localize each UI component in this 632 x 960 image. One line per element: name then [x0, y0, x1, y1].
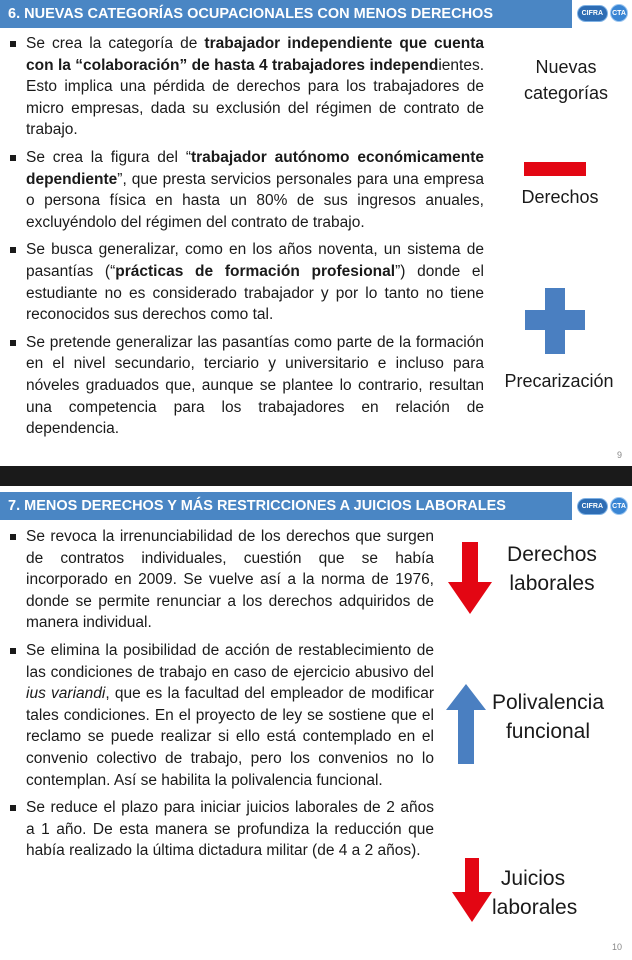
bullet-text-segment: , que es la facultad del empleador de modificar tales condiciones. En el proyecto de ley se sostiene que el reclamo se puede realizar si ello está contemplado en el convenio colectivo de trabajo, pero los convenios no lo contemplan. Así se habilita la polivalencia funcional.	[26, 685, 434, 789]
bullet-text-segment: ”) donde el estudiante no es considerado trabajador y por lo tanto no tiene reconocidos sus derechos como tal.	[26, 262, 484, 324]
bullet-text-segment: trabajador autónomo económicamente dependiente	[26, 148, 484, 188]
side-label-juicios-laborales	[492, 864, 578, 922]
cta-logo-text: CTA	[610, 4, 628, 22]
bullet-text-segment: ”, que presta servicios personales para una empresa o persona física en hasta un 80% de sus ingresos anuales, excluyéndolo del régimen del contrato de trabajo.	[26, 170, 484, 231]
bullet-item	[8, 33, 484, 141]
bullet-item	[8, 640, 434, 791]
bullet-text-segment: Se pretende generalizar las pasantías como parte de la formación en el nivel secundario, terciario y universitario e incluso para nóveles graduados que, aunque se plantee lo contrario, resultan una competencia para los trabajadores en relación de dependencia.	[26, 333, 484, 438]
bullet-text-segment: Se crea la categoría de	[26, 35, 205, 52]
page-number: 10	[611, 942, 622, 952]
bullet-text-segment: Se crea la figura del “	[26, 148, 191, 166]
side-label-precarizacion: Precarización	[504, 371, 614, 391]
bullet-item	[8, 526, 434, 634]
side-label-polivalencia-funcional	[484, 688, 612, 746]
bullet-text-segment: Se revoca la irrenunciabilidad de los derechos que surgen de contratos individuales, cuestión que se había incorporado en 2009. Se vuelve así a la norma de 1976, donde se permite renunciar a los derechos adquiridos de manera individual.	[26, 528, 434, 632]
side-label-line: funcional	[505, 720, 591, 743]
bullet-item	[8, 797, 434, 862]
side-label-line: Juicios	[500, 867, 566, 890]
cifra-logo-text: CIFRA	[577, 5, 608, 22]
side-label-derechos-laborales	[494, 540, 610, 598]
slide-title: 7. MENOS DERECHOS Y MÁS RESTRICCIONES A JUICIOS LABORALES	[0, 492, 572, 520]
side-label-line: laborales	[509, 572, 595, 595]
bullet-text-segment: Se busca generalizar, como en los años noventa, un sistema de pasantías (“	[26, 241, 484, 280]
slide-9	[0, 0, 632, 466]
down-arrow-icon	[452, 858, 492, 922]
side-label-nuevas-categorias	[500, 54, 632, 106]
plus-icon-horizontal	[525, 310, 585, 330]
side-label-line: Nuevas	[535, 57, 597, 77]
bullet-item	[8, 147, 484, 233]
side-label-line: categorías	[523, 83, 609, 103]
cifra-logo-text: CIFRA	[577, 498, 608, 515]
cta-logo-text: CTA	[610, 497, 628, 515]
bullet-list	[8, 526, 434, 868]
minus-icon	[524, 162, 586, 176]
bullet-text-segment: Se reduce el plazo para iniciar juicios laborales de 2 años a 1 año. De esta manera se profundiza la reducción que había realizado la última dictadura militar (de 4 a 2 años).	[26, 799, 434, 860]
bullet-text-segment: Se elimina la posibilidad de acción de restablecimiento de las condiciones de trabajo en caso de ejercicio abusivo del	[26, 641, 434, 681]
bullet-list	[8, 33, 484, 446]
cifra-cta-logo	[576, 495, 628, 517]
up-arrow-icon	[446, 684, 486, 764]
side-label-line: laborales	[492, 896, 578, 919]
side-label-line: Derechos	[507, 543, 597, 566]
side-label-line: Polivalencia	[491, 691, 605, 714]
bullet-text-segment: ientes. Esto implica una pérdida de derechos para los trabajadores de micro empresas, dada su exclusión del régimen de contrato de trabajo.	[26, 56, 484, 139]
cifra-cta-logo	[576, 2, 628, 24]
bullet-text-segment: trabajador independiente que cuenta con la “colaboración” de hasta 4 trabajadores independ	[26, 35, 484, 74]
bullet-item	[8, 332, 484, 440]
page-number: 9	[616, 450, 622, 460]
bullet-text-segment: prácticas de formación profesional	[115, 262, 396, 280]
bullet-text-segment: ius variandi	[26, 685, 106, 703]
bullet-item	[8, 239, 484, 325]
down-arrow-icon	[448, 542, 492, 614]
side-label-derechos: Derechos	[521, 187, 599, 207]
slide-title: 6. NUEVAS CATEGORÍAS OCUPACIONALES CON MENOS DERECHOS	[0, 0, 572, 28]
slide-10	[0, 486, 632, 960]
